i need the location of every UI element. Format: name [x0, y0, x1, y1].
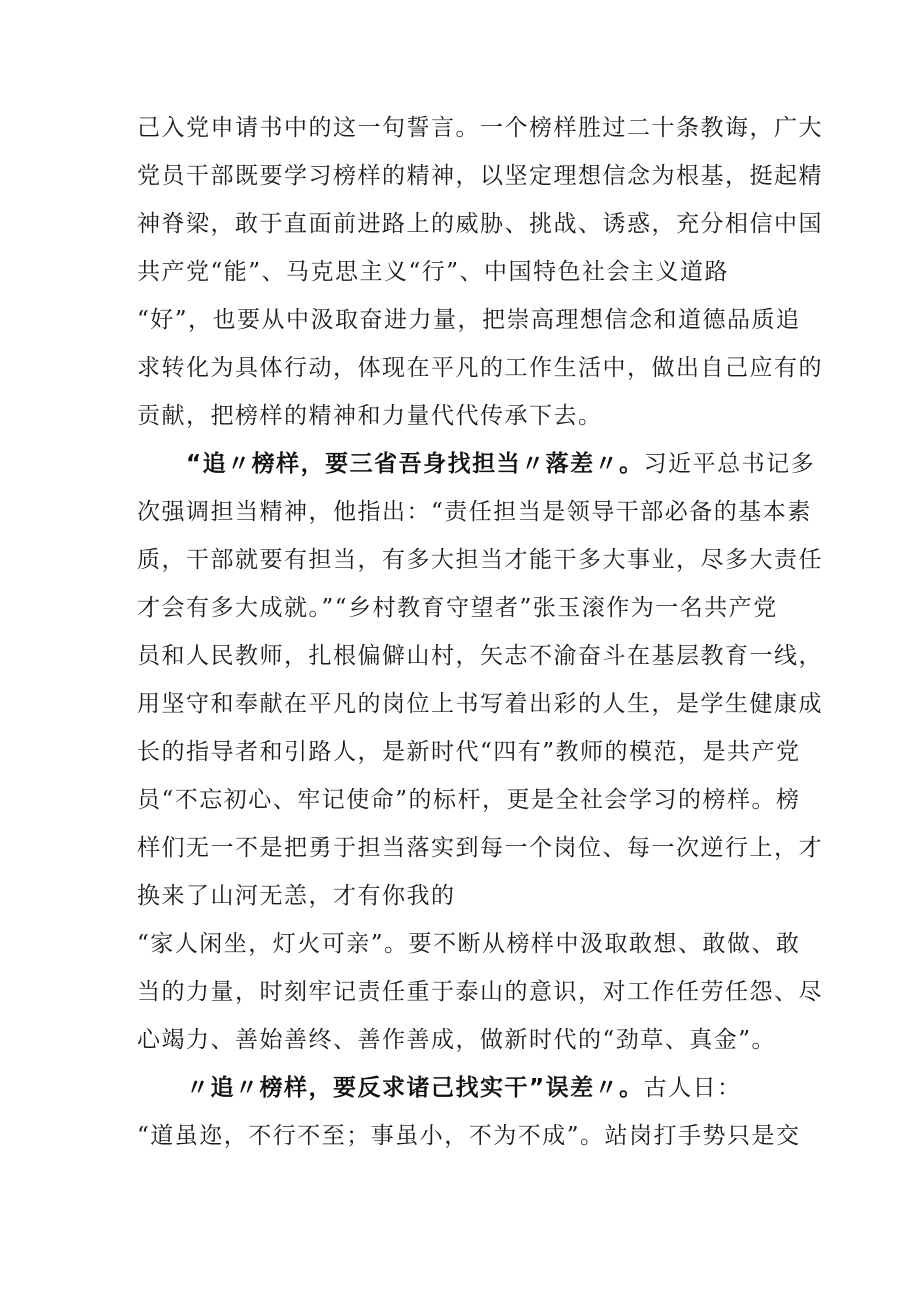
paragraph-line: 样们无一不是把勇于担当落实到每一个岗位、每一次逆行上，才: [137, 835, 823, 861]
paragraph-line: 神脊梁，敢于直面前进路上的威胁、挑战、诱惑，充分相信中国: [137, 211, 823, 237]
paragraph-line: 质，干部就要有担当，有多大担当才能干多大事业，尽多大责任: [137, 547, 823, 573]
paragraph-line: 共产党“能”、马克思主义“行”、中国特色社会主义道路: [137, 259, 730, 285]
paragraph-line: “好”，也要从中汲取奋进力量，把崇高理想信念和道德品质追: [137, 307, 801, 333]
paragraph-line: 己入党申请书中的这一句誓言。一个榜样胜过二十条教诲，广大: [137, 115, 823, 141]
paragraph-line: 用坚守和奉献在平凡的岗位上书写着出彩的人生，是学生健康成: [137, 691, 823, 717]
heading-continuation: 古人日：: [643, 1075, 742, 1101]
paragraph-line: 心竭力、善始善终、善作善成，做新时代的“劲草、真金”。: [137, 1027, 777, 1053]
paragraph-line: 求转化为具体行动，体现在平凡的工作生活中，做出自己应有的: [137, 355, 823, 381]
section-heading: 〃追〃榜样，要反求诸己找实干”误差〃。: [186, 1075, 644, 1101]
section-heading-line: [186, 440, 816, 488]
paragraph-line: 才会有多大成就。”“乡村教育守望者”张玉滚作为一名共产党: [137, 595, 778, 621]
paragraph-line: 党员干部既要学习榜样的精神，以坚定理想信念为根基，挺起精: [137, 163, 823, 189]
heading-continuation: 习近平总书记多: [643, 451, 816, 477]
paragraph-line: 当的力量，时刻牢记责任重于泰山的意识，对工作任劳任怨、尽: [137, 979, 823, 1005]
paragraph-line: “家人闲坐，灯火可亲”。要不断从榜样中汲取敢想、敢做、敢: [137, 931, 801, 957]
paragraph-line: 员和人民教师，扎根偏僻山村，矢志不渝奋斗在基层教育一线，: [137, 643, 823, 669]
section-heading: “追〃榜样，要三省吾身找担当〃落差〃。: [186, 451, 644, 477]
paragraph-line: 长的指导者和引路人，是新时代“四有”教师的模范，是共产党: [137, 739, 801, 765]
section-heading-line: [186, 1064, 797, 1112]
paragraph-line: 换来了山河无恙，才有你我的: [137, 883, 456, 909]
paragraph-line: 次强调担当精神，他指出：“责任担当是领导干部必备的基本素: [137, 499, 812, 525]
paragraph-line: 员“不忘初心、牢记使命”的标杆，更是全社会学习的榜样。榜: [137, 787, 801, 813]
paragraph-line: 贡献，把榜样的精神和力量代代传承下去。: [137, 403, 603, 429]
paragraph-line: “道虽迩，不行不至；事虽小，不为不成”。站岗打手势只是交: [137, 1123, 801, 1149]
